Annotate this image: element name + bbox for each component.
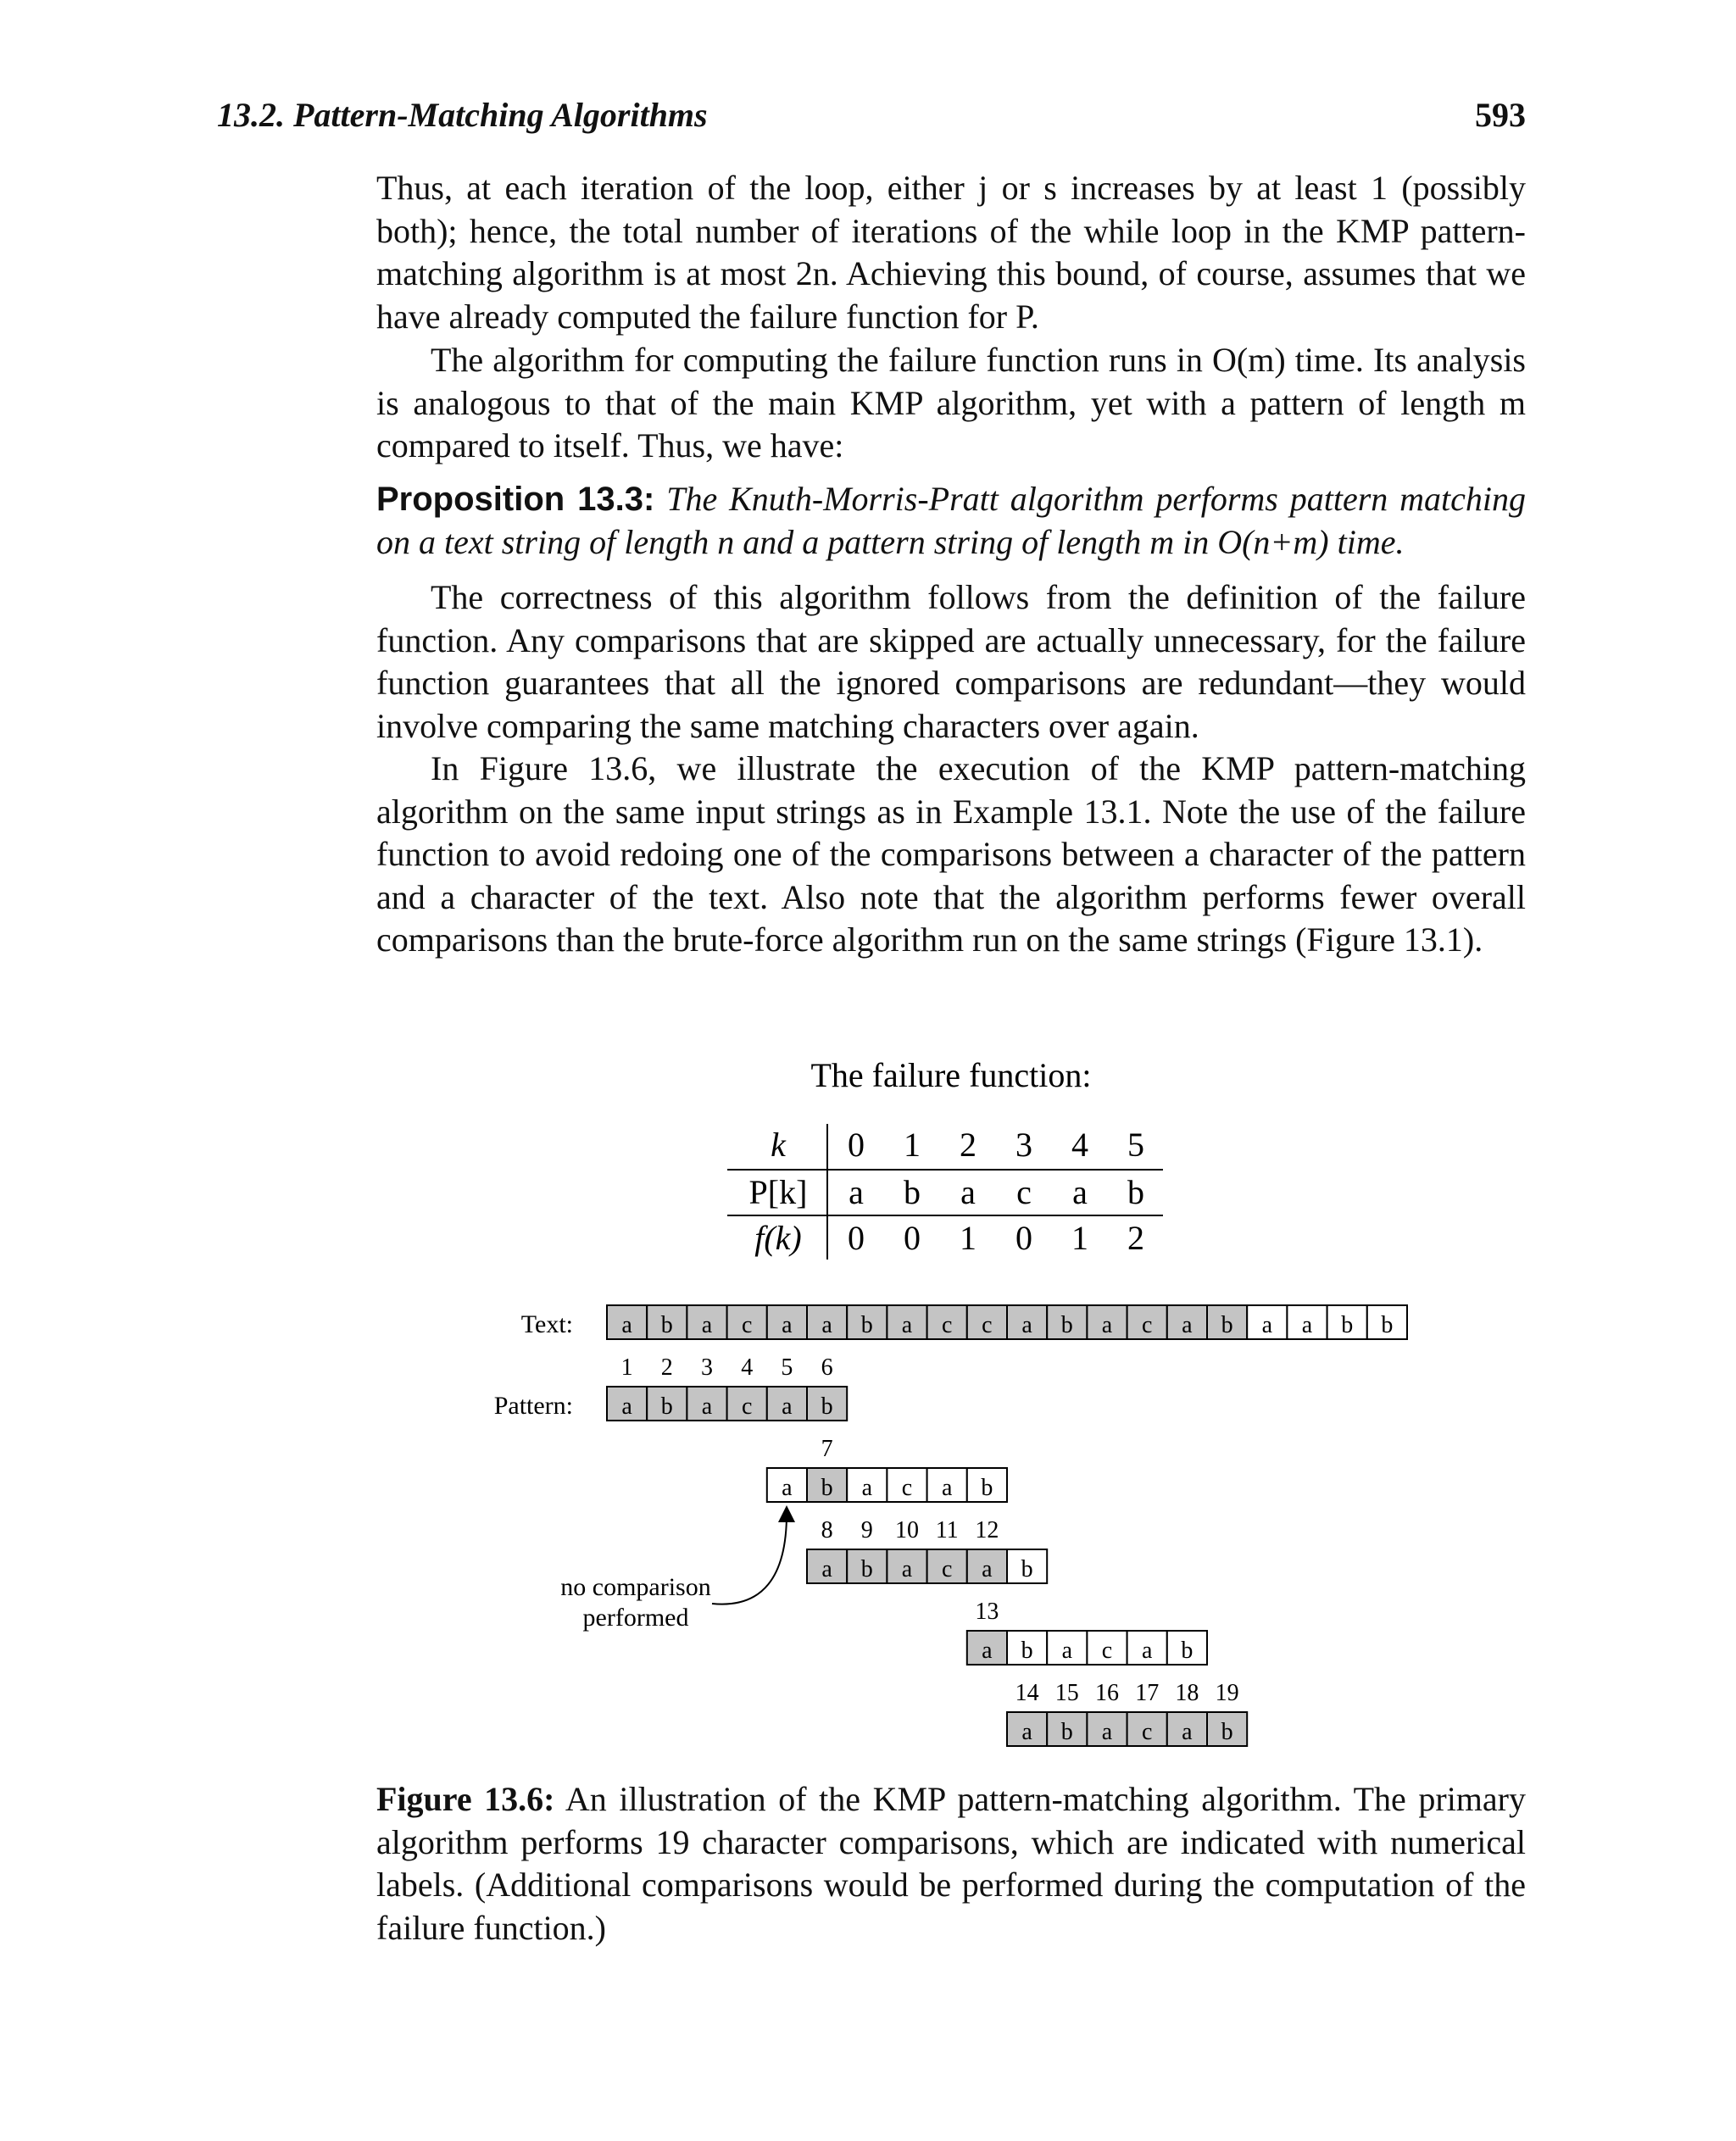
pattern-char: b [821, 1475, 833, 1501]
kmp-diagram [494, 1305, 1407, 1746]
comparison-number: 8 [821, 1517, 833, 1543]
pattern-char: c [901, 1475, 913, 1501]
pattern-char: b [1060, 1719, 1073, 1745]
text-char: a [1261, 1312, 1273, 1338]
text-char: c [741, 1312, 753, 1338]
pattern-char: b [1021, 1556, 1033, 1582]
pattern-char: c [1141, 1719, 1153, 1745]
pattern-char: a [982, 1556, 993, 1582]
table-cell: b [904, 1173, 921, 1211]
pattern-char: b [981, 1475, 993, 1501]
comparison-number: 18 [1175, 1680, 1199, 1706]
section-title: 13.2. Pattern-Matching Algorithms [217, 96, 708, 134]
text-char: a [901, 1312, 913, 1338]
table-cell: 1 [960, 1219, 976, 1257]
failure-function-table [727, 1124, 1163, 1260]
comparison-number: 16 [1095, 1680, 1119, 1706]
comparison-number: 14 [1015, 1680, 1039, 1706]
table-row-label: f(k) [754, 1219, 802, 1257]
text-char: c [1141, 1312, 1153, 1338]
paragraph-1-text: Thus, at each iteration of the loop, either j or s increases by at least 1 (possibly both); hence, the total number of iterations of the while loop in the KMP pattern-matching algorithm is at most 2n. Achieving this bound, of course, assumes that we have already computed the failure function for P. [376, 169, 1526, 336]
text-char: a [621, 1312, 632, 1338]
table-cell: a [960, 1173, 976, 1211]
pattern-char: c [741, 1393, 753, 1420]
pattern-char: a [821, 1556, 832, 1582]
pattern-char: a [861, 1475, 873, 1501]
table-cell: 0 [1015, 1219, 1032, 1257]
text-char: b [1341, 1312, 1354, 1338]
pattern-char: a [701, 1393, 713, 1420]
pattern-char: a [1061, 1638, 1073, 1664]
text-char: a [782, 1312, 793, 1338]
text-char: b [1060, 1312, 1073, 1338]
table-cell: 1 [1071, 1219, 1088, 1257]
failure-function-title: The failure function: [810, 1056, 1092, 1094]
table-cell: 2 [1127, 1219, 1144, 1257]
text-char: b [660, 1312, 673, 1338]
text-char: a [1021, 1312, 1032, 1338]
pattern-char: a [901, 1556, 913, 1582]
table-cell: 1 [904, 1126, 921, 1164]
text-char: c [982, 1312, 993, 1338]
pattern-char: b [1221, 1719, 1233, 1745]
table-cell: 2 [960, 1126, 976, 1164]
table-cell: a [849, 1173, 864, 1211]
pattern-char: a [782, 1475, 793, 1501]
table-row-label: P[k] [748, 1173, 808, 1211]
pattern-char: a [1021, 1719, 1032, 1745]
paragraph-4-text: In Figure 13.6, we illustrate the execution of the KMP pattern-matching algorithm on the same input strings as in Example 13.1. Note the use of the failure function to avoid redoing one of the comparisons between a character of the pattern and a character of the text. Also note that the algorithm performs fewer overall comparisons than the brute-force algorithm run on the same strings (Figure 13.1). [376, 749, 1526, 959]
pattern-char: a [941, 1475, 953, 1501]
pattern-char: a [782, 1393, 793, 1420]
comparison-number: 1 [620, 1354, 633, 1381]
figure-caption [376, 1778, 1526, 1949]
pattern-label: Pattern: [493, 1392, 573, 1420]
table-cell: 5 [1127, 1126, 1144, 1164]
comparison-number: 12 [975, 1517, 999, 1543]
text-char: b [1221, 1312, 1233, 1338]
comparison-number: 2 [660, 1354, 673, 1381]
text-char: a [1301, 1312, 1313, 1338]
pattern-char: a [621, 1393, 632, 1420]
comparison-number: 19 [1215, 1680, 1239, 1706]
text-char: a [1101, 1312, 1113, 1338]
pattern-char: b [821, 1393, 833, 1420]
proposition-text: The Knuth-Morris-Pratt algorithm performs pattern matching on a text string of length n and a pattern string of length m in O(n+m) time. [376, 480, 1527, 561]
comparison-number: 4 [741, 1354, 754, 1381]
page-number: 593 [1475, 96, 1526, 134]
pattern-char: a [1141, 1638, 1153, 1664]
text-label: Text: [520, 1310, 573, 1338]
table-cell: 0 [904, 1219, 921, 1257]
table-cell: a [1072, 1173, 1088, 1211]
pattern-char: c [1101, 1638, 1113, 1664]
text-char: b [860, 1312, 873, 1338]
proposition-label: Proposition 13.3: [376, 481, 655, 518]
pattern-char: a [1101, 1719, 1113, 1745]
comparison-number: 5 [781, 1354, 793, 1381]
caption-label: Figure 13.6: [376, 1780, 555, 1818]
comparison-number: 9 [860, 1517, 873, 1543]
table-cell: 4 [1071, 1126, 1088, 1164]
text-char: a [701, 1312, 713, 1338]
paragraph-3-text: The correctness of this algorithm follows from the definition of the failure function. Any comparisons that are skipped are actually unnecessary, for the failure function guarantees that all the ignored comparisons are redundant—they would involve comparing the same matching characters over again. [376, 578, 1526, 745]
pattern-char: b [1181, 1638, 1194, 1664]
table-cell: 3 [1015, 1126, 1032, 1164]
text-char: a [1182, 1312, 1193, 1338]
caption-text: An illustration of the KMP pattern-matching algorithm. The primary algorithm performs 19 character comparisons, which are indicated with numerical labels. (Additional comparisons would be performed during the computation of the failure function.) [376, 1780, 1526, 1947]
pattern-char: b [860, 1556, 873, 1582]
comparison-number: 6 [821, 1354, 833, 1381]
comparison-number: 7 [821, 1436, 833, 1462]
pattern-char: c [941, 1556, 953, 1582]
pattern-char: b [660, 1393, 673, 1420]
annotation-line-2: performed [582, 1604, 689, 1632]
text-char: c [941, 1312, 953, 1338]
comparison-number: 17 [1135, 1680, 1160, 1706]
table-cell: c [1016, 1173, 1032, 1211]
table-cell: 0 [848, 1219, 865, 1257]
comparison-number: 13 [975, 1599, 999, 1625]
comparison-number: 3 [701, 1354, 713, 1381]
paragraph-2-text: The algorithm for computing the failure function runs in O(m) time. Its analysis is analogous to that of the main KMP algorithm, yet with a pattern of length m compared to itself. Thus, we have: [376, 341, 1526, 464]
text-char: b [1381, 1312, 1394, 1338]
pattern-char: b [1021, 1638, 1033, 1664]
table-cell: 0 [848, 1126, 865, 1164]
comparison-number: 15 [1054, 1680, 1079, 1706]
table-cell: b [1127, 1173, 1144, 1211]
pattern-char: a [982, 1638, 993, 1664]
comparison-number: 11 [935, 1517, 959, 1543]
table-row-label: k [771, 1126, 786, 1164]
annotation-line-1: no comparison [560, 1573, 711, 1601]
comparison-number: 10 [895, 1517, 919, 1543]
pattern-char: a [1182, 1719, 1193, 1745]
text-char: a [821, 1312, 832, 1338]
annotation-arrow [712, 1514, 787, 1604]
